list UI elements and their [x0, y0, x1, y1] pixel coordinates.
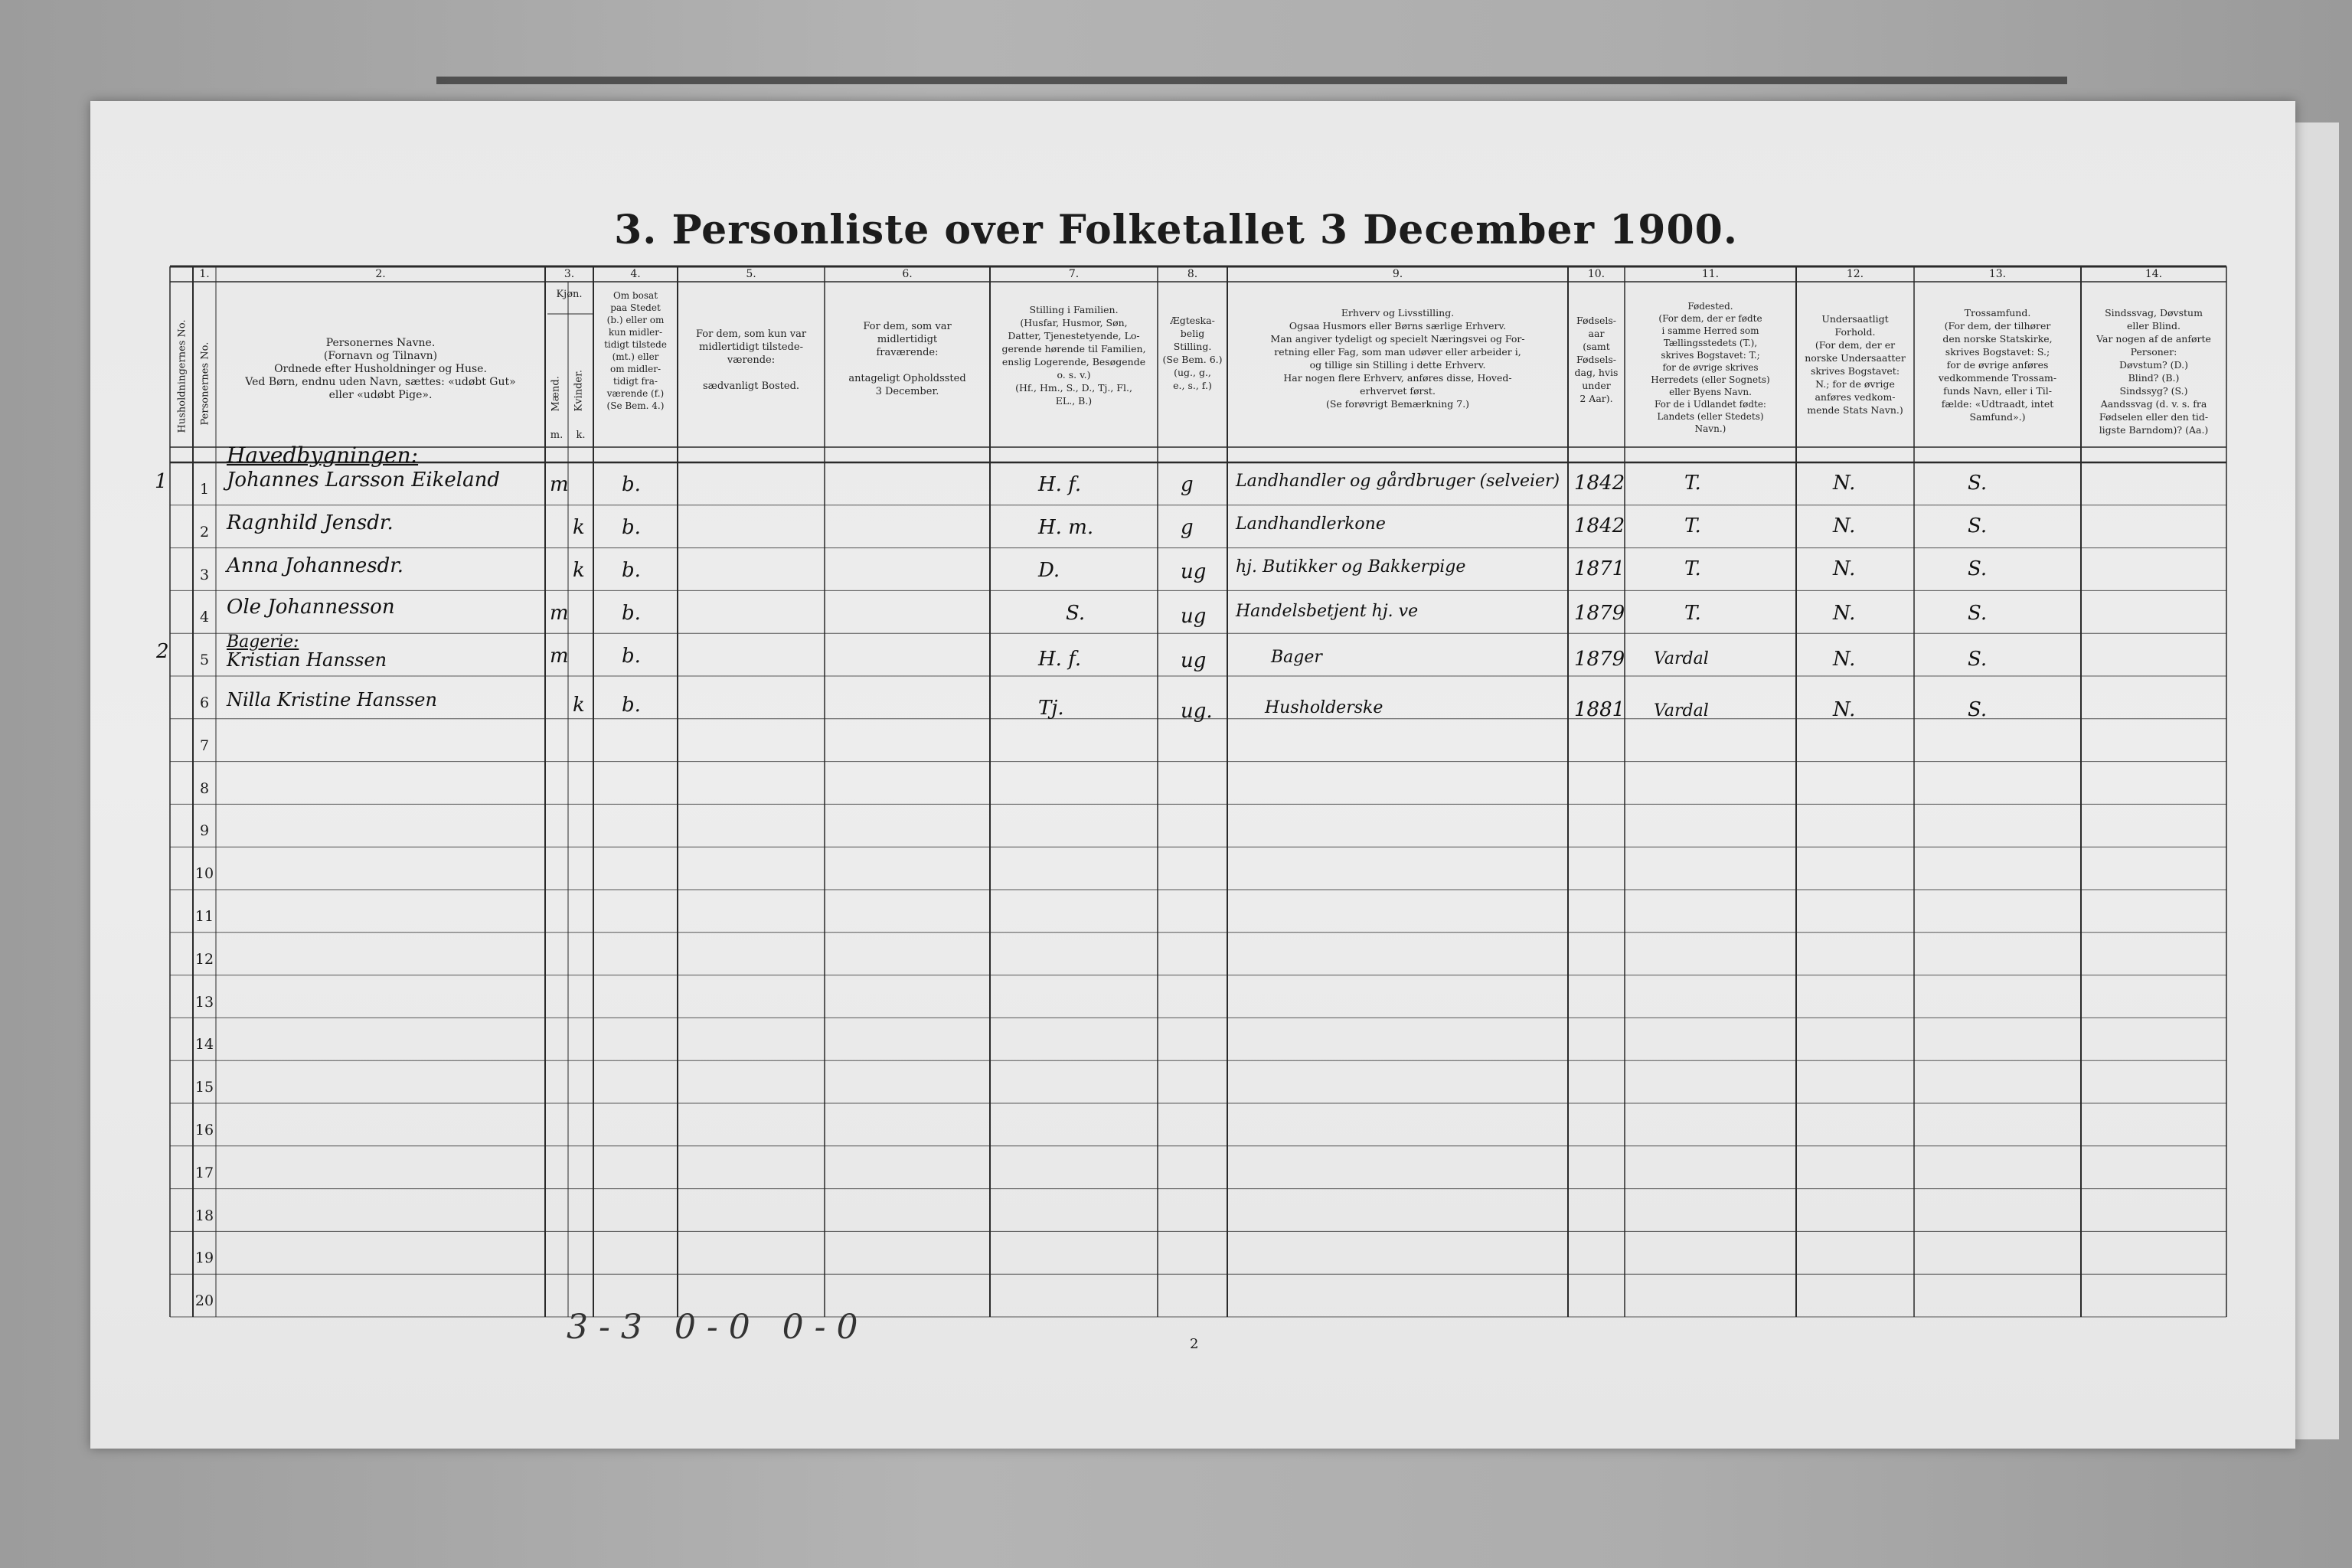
row-number: 8 [199, 779, 210, 797]
person-name: Anna Johannesdr. [227, 554, 404, 577]
colnum-13: 13. [1988, 268, 2007, 280]
colnum-9: 9. [1392, 268, 1403, 280]
header-men: Mænd. [550, 376, 562, 412]
marital-status: ug [1181, 649, 1207, 672]
religion: S. [1968, 557, 1988, 580]
row-number: 14 [194, 1036, 214, 1054]
row-number: 3 [199, 566, 210, 583]
row-number: 6 [199, 694, 210, 711]
colnum-6: 6. [902, 268, 913, 280]
family-position: D. [1038, 559, 1060, 582]
house-label-bakery: Bagerie: [227, 632, 299, 652]
sex-female: k [573, 516, 585, 539]
birthplace: Vardal [1654, 649, 1709, 668]
residence-status: b. [622, 559, 641, 582]
occupation: Landhandler og gårdbruger (selveier) [1236, 472, 1560, 491]
colnum-12: 12. [1846, 268, 1864, 280]
citizenship: N. [1833, 698, 1856, 721]
birthplace: T. [1684, 557, 1701, 580]
header-citizenship: Undersaatligt Forhold. (For dem, der er norske Undersaatter skrives Bogstavet: N.; for de øvrige anføres vedkom- mende Stats Navn.) [1805, 313, 1906, 416]
row-number: 9 [199, 822, 210, 840]
row-number: 5 [199, 652, 210, 669]
religion: S. [1968, 514, 1988, 537]
colnum-7: 7. [1068, 268, 1080, 280]
header-person-no: Personernes No. [199, 341, 211, 426]
family-position: H. f. [1038, 473, 1082, 496]
marital-status: g [1181, 516, 1194, 539]
header-household-no: Husholdningernes No. [176, 319, 188, 433]
residence-status: b. [622, 473, 641, 496]
family-position: H. m. [1038, 516, 1094, 539]
person-name: Johannes Larsson Eikeland [227, 469, 500, 492]
occupation: Husholderske [1265, 698, 1383, 717]
family-position: Tj. [1038, 697, 1064, 720]
header-sex-m: m. [550, 430, 564, 441]
birthplace: Vardal [1654, 701, 1709, 720]
row-number: 13 [194, 993, 214, 1011]
birth-year: 1842 [1574, 514, 1625, 537]
occupation: Bager [1271, 648, 1322, 667]
sex-male: m [550, 645, 569, 668]
row-number: 16 [194, 1122, 214, 1138]
row-number: 12 [194, 950, 214, 968]
occupation: Landhandlerkone [1236, 514, 1386, 534]
person-name: Nilla Kristine Hanssen [227, 689, 437, 710]
colnum-11: 11. [1701, 268, 1720, 280]
citizenship: N. [1833, 514, 1856, 537]
occupation: Handelsbetjent hj. ve [1236, 602, 1419, 621]
header-usual-residence: For dem, som kun var midlertidigt tilstede- værende: sædvanligt Bosted. [695, 328, 807, 392]
religion: S. [1968, 602, 1988, 625]
header-birthplace: Fødested. (For dem, der er fødte i samme Herred som Tællingsstedets (T.), skrives Bogstavet: T.; for de øvrige skrives Herredets (eller Sognets) eller Byens Navn. For de i Udlandet fødte: Landets (eller Stedets) Navn.) [1651, 301, 1770, 434]
religion: S. [1968, 472, 1988, 495]
marital-status: ug [1181, 560, 1207, 583]
row-number: 10 [194, 865, 214, 883]
citizenship: N. [1833, 557, 1856, 580]
row-number: 1 [199, 481, 210, 498]
person-name: Ole Johannesson [227, 596, 395, 619]
header-sex-k: k. [576, 430, 586, 441]
birthplace: T. [1684, 472, 1701, 495]
household-number: 1 [155, 470, 168, 493]
sex-female: k [573, 694, 585, 717]
row-number: 18 [194, 1207, 214, 1224]
citizenship: N. [1833, 602, 1856, 625]
citizenship: N. [1833, 648, 1856, 671]
sex-male: m [550, 473, 569, 496]
colnum-10: 10. [1587, 268, 1606, 280]
row-number: 4 [199, 609, 210, 626]
birthplace: T. [1684, 514, 1701, 537]
house-label-main: Havedbygningen: [227, 443, 419, 468]
row-number: 7 [199, 737, 210, 754]
tally-notation: 3-3 0-0 0-0 [567, 1308, 869, 1347]
header-women: Kvinder. [573, 369, 585, 412]
row-number: 11 [194, 908, 214, 925]
header-religion: Trossamfund. (For dem, der tilhører den norske Statskirke, skrives Bogstavet: S.; for de øvrige anføres vedkommende Trossam- funds Navn, eller i Til- fælde: «Udtraadt, intet Samfund».) [1938, 307, 2057, 423]
sex-female: k [573, 559, 585, 582]
colnum-3: 3. [564, 268, 575, 280]
residence-status: b. [622, 602, 641, 625]
row-number: 15 [194, 1079, 214, 1096]
header-family-position: Stilling i Familien. (Husfar, Husmor, Søn, Datter, Tjenestetyende, Lo- gerende hørende til Familien, enslig Logerende, Besøgende o. s. v.) (Hf., Hm., S., D., Tj., Fl., EL., B.) [1001, 304, 1146, 407]
birth-year: 1842 [1574, 472, 1625, 495]
marital-status: ug. [1181, 700, 1213, 723]
header-temp-location: For dem, som var midlertidigt fraværende: antageligt Opholdssted 3 December. [848, 321, 966, 397]
person-name: Ragnhild Jensdr. [227, 511, 394, 534]
header-names: Personernes Navne. (Fornavn og Tilnavn) Ordnede efter Husholdninger og Huse. Ved Børn, endnu uden Navn, sættes: «udøbt Gut» eller «udøbt Pige». [245, 337, 516, 401]
person-name: Kristian Hanssen [227, 649, 387, 671]
marital-status: ug [1181, 605, 1207, 628]
birth-year: 1881 [1574, 698, 1625, 721]
row-number: 17 [194, 1164, 214, 1181]
marital-status: g [1181, 473, 1194, 496]
colnum-8: 8. [1187, 268, 1198, 280]
header-disability: Sindssvag, Døvstum eller Blind. Var nogen af de anførte Personer: Døvstum? (D.) Blind? (B.) Sindssyg? (S.) Aandssvag (d. v. s. fra Fødselen eller den tid- ligste Barndom)? (Aa.) [2096, 307, 2211, 436]
colnum-4: 4. [630, 268, 641, 280]
birthplace: T. [1684, 602, 1701, 625]
colnum-2: 2. [375, 268, 386, 280]
colnum-1: 1. [199, 268, 210, 280]
family-position: H. f. [1038, 648, 1082, 671]
header-residence: Om bosat paa Stedet (b.) eller om kun midler- tidigt tilstede (mt.) eller om midler- tidigt fra- værende (f.) (Se Bem. 4.) [604, 290, 667, 411]
citizenship: N. [1833, 472, 1856, 495]
header-occupation: Erhverv og Livsstilling. Ogsaa Husmors eller Børns særlige Erhverv. Man angiver tydeligt og specielt Næringsvei og For- retning eller Fag, som man udøver eller arbeider i, og tillige sin Stilling i dette Erhverv. Har nogen flere Erhverv, anføres disse, Hoved- erhvervet først. (Se forøvrigt Bemærkning 7.) [1270, 307, 1525, 410]
colnum-5: 5. [746, 268, 756, 280]
page-number: 2 [1190, 1336, 1199, 1352]
household-number: 2 [156, 640, 169, 663]
birth-year: 1879 [1574, 602, 1625, 625]
header-birth-year: Fødsels- aar (samt Fødsels- dag, hvis under 2 Aar). [1574, 315, 1619, 404]
row-number: 20 [194, 1292, 214, 1310]
sex-male: m [550, 602, 569, 625]
row-number: 19 [194, 1250, 214, 1267]
colnum-14: 14. [2145, 268, 2163, 280]
birth-year: 1871 [1574, 557, 1625, 580]
residence-status: b. [622, 645, 641, 668]
page-title: 3. Personliste over Folketallet 3 December 1900. [614, 207, 1738, 253]
family-position: S. [1066, 602, 1086, 625]
header-marital: Ægteska- belig Stilling. (Se Bem. 6.) (ug., g., e., s., f.) [1162, 315, 1223, 391]
religion: S. [1968, 648, 1988, 671]
religion: S. [1968, 698, 1988, 721]
row-number: 2 [199, 523, 210, 541]
occupation: hj. Butikker og Bakkerpige [1236, 557, 1466, 577]
header-sex: Kjøn. [556, 289, 583, 300]
birth-year: 1879 [1574, 648, 1625, 671]
residence-status: b. [622, 694, 641, 717]
residence-status: b. [622, 516, 641, 539]
